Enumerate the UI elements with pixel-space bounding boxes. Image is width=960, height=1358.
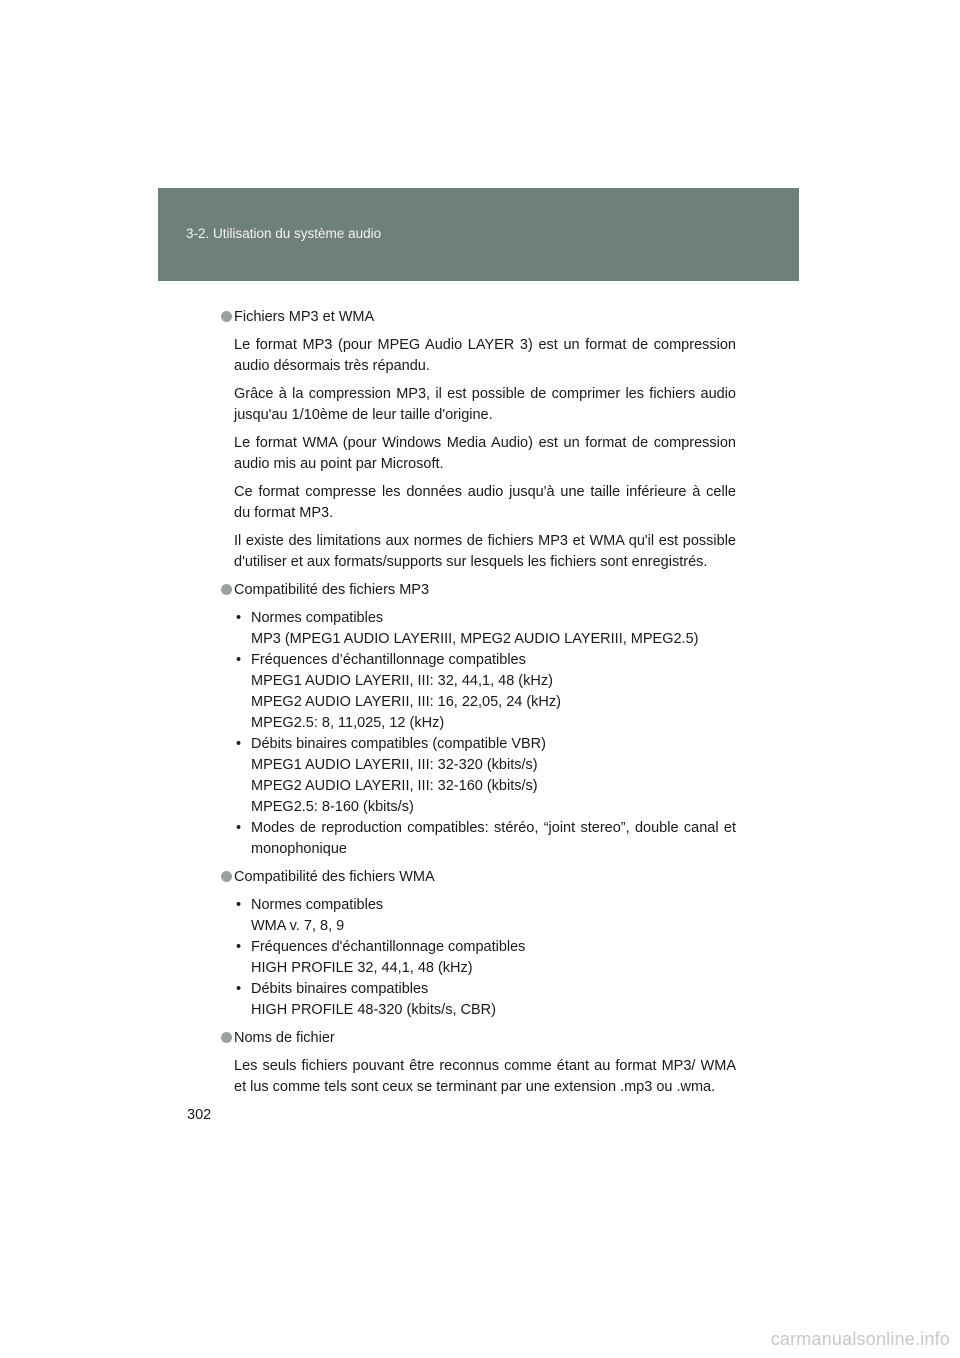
section-heading [222,1028,736,1049]
list-bullet: • [236,939,242,955]
watermark: carmanualsonline.info [770,1329,950,1349]
list-item-value: HIGH PROFILE 32, 44,1, 48 (kHz) [251,960,473,976]
paragraph: Les seuls fichiers pouvant être reconnus comme étant au format MP3/ WMA et lus comme tels sont ceux se terminant par une extension .mp3 ou .wma. [234,1058,736,1095]
list-item-value: MPEG2 AUDIO LAYERII, III: 16, 22,05, 24 (kHz) [251,694,561,710]
section-heading-text: Noms de fichier [234,1030,335,1046]
list-item-value: MPEG2.5: 8, 11,025, 12 (kHz) [251,715,445,731]
list-item [234,608,736,650]
list-item-value: MPEG1 AUDIO LAYERII, III: 32, 44,1, 48 (kHz) [251,673,553,689]
circle-bullet-icon [221,1032,232,1043]
list-item [234,937,736,979]
list-bullet: • [236,736,242,752]
list-item-value: HIGH PROFILE 48-320 (kbits/s, CBR) [251,1002,496,1018]
page-number: 302 [187,1107,212,1123]
list-item [234,734,736,818]
circle-bullet-icon [221,311,232,322]
section-file-names [222,1028,736,1098]
list-item-label: Fréquences d'échantillonnage compatibles [251,939,526,955]
list-bullet: • [236,652,242,668]
paragraph: Ce format compresse les données audio jusqu'à une taille inférieure à celle du format MP3. [234,484,736,521]
section-heading-text: Compatibilité des fichiers MP3 [234,582,430,598]
chapter-header-band [158,188,799,281]
section-mp3-compatibility [222,580,736,860]
spec-list [222,608,736,860]
list-item-value: MPEG1 AUDIO LAYERII, III: 32-320 (kbits/s) [251,757,538,773]
section-heading [222,867,736,888]
list-bullet: • [236,897,242,913]
list-item-label: Fréquences d’échantillonnage compatibles [251,652,526,668]
list-item [234,650,736,734]
list-item [234,895,736,937]
list-item-label: Débits binaires compatibles [251,981,429,997]
list-item-value: MPEG2 AUDIO LAYERII, III: 32-160 (kbits/s) [251,778,538,794]
section-heading [222,307,736,328]
list-item-label: Modes de reproduction compatibles: stéréo, “joint stereo”, double canal et monophonique [251,820,736,857]
paragraph: Le format WMA (pour Windows Media Audio) est un format de compression audio mis au point par Microsoft. [234,435,736,472]
list-bullet: • [236,981,242,997]
list-item [234,818,736,860]
circle-bullet-icon [221,871,232,882]
list-bullet: • [236,610,242,626]
list-item [234,979,736,1021]
paragraph: Il existe des limitations aux normes de fichiers MP3 et WMA qu'il est possible d'utiliser et aux formats/supports sur lesquels les fichiers sont enregistrés. [234,533,736,570]
section-wma-compatibility [222,867,736,1021]
list-item-value: MPEG2.5: 8-160 (kbits/s) [251,799,414,815]
paragraph: Grâce à la compression MP3, il est possible de comprimer les fichiers audio jusqu'au 1/10ème de leur taille d'origine. [234,386,736,423]
page-content [222,307,736,1105]
list-item-label: Normes compatibles [251,897,384,913]
section-heading-text: Compatibilité des fichiers WMA [234,869,435,885]
section-heading-text: Fichiers MP3 et WMA [234,309,375,325]
list-item-label: Normes compatibles [251,610,384,626]
list-item-value: MP3 (MPEG1 AUDIO LAYERIII, MPEG2 AUDIO LAYERIII, MPEG2.5) [251,631,699,647]
list-bullet: • [236,820,242,836]
section-heading [222,580,736,601]
paragraph: Le format MP3 (pour MPEG Audio LAYER 3) est un format de compression audio désormais très répandu. [234,337,736,374]
list-item-label: Débits binaires compatibles (compatible VBR) [251,736,546,752]
list-item-value: WMA v. 7, 8, 9 [251,918,345,934]
chapter-title: 3-2. Utilisation du système audio [186,226,382,241]
circle-bullet-icon [221,584,232,595]
section-mp3-wma-files [222,307,736,573]
spec-list [222,895,736,1021]
